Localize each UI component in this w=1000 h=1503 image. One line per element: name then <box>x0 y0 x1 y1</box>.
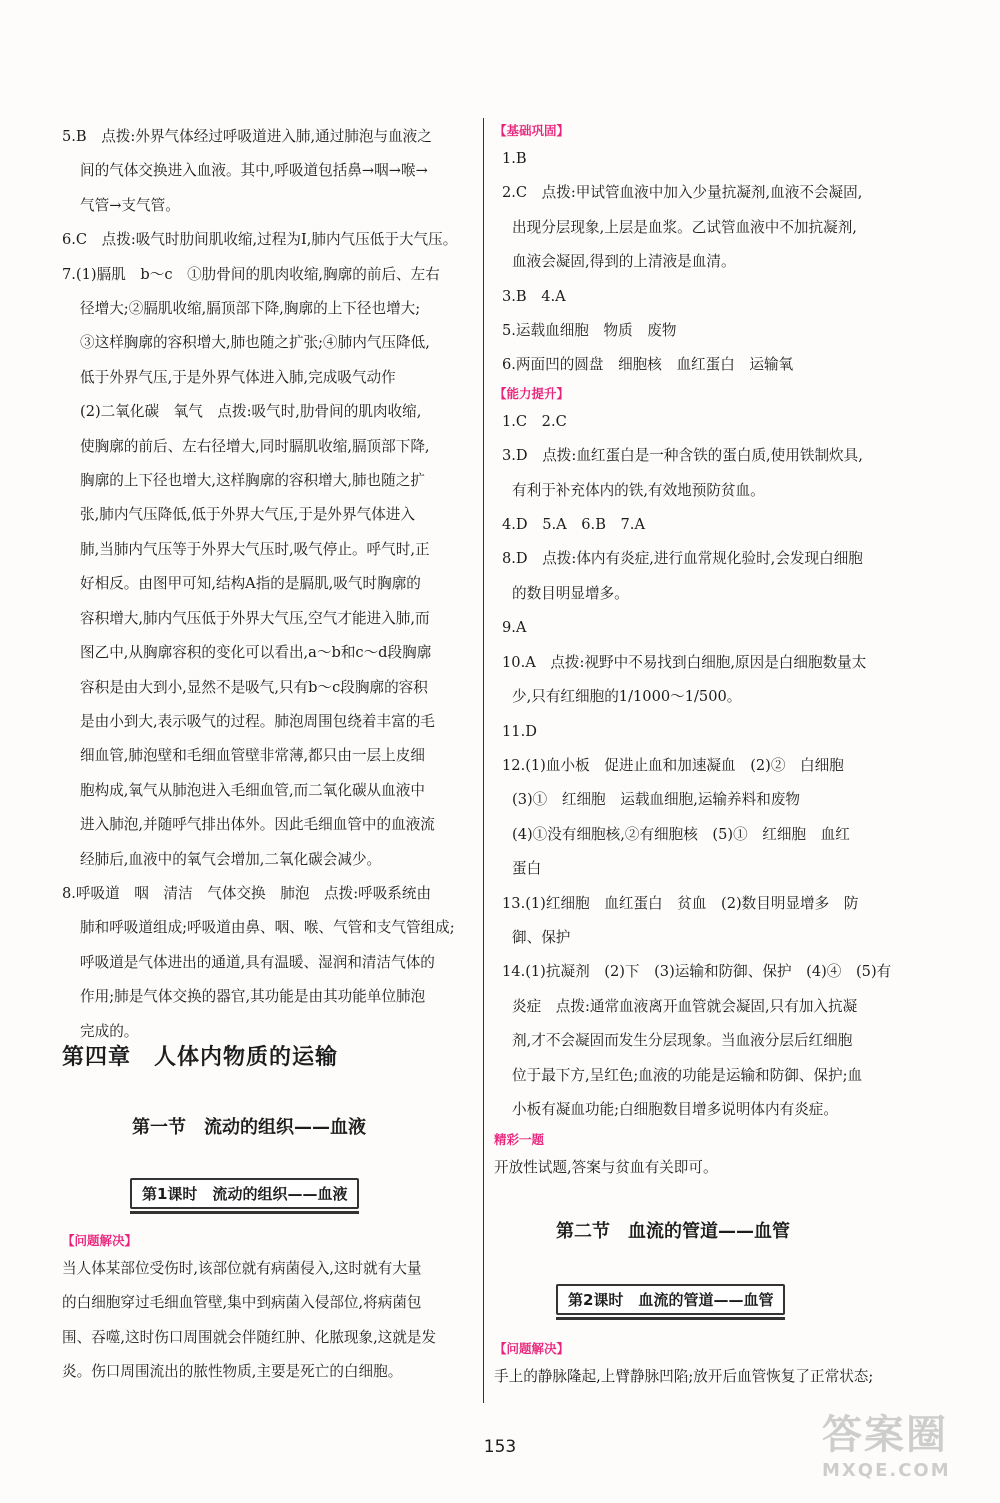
text-line: 开放性试题,答案与贫血有关即可。 <box>494 1159 718 1177</box>
text-line: 12.(1)血小板 促进止血和加速凝血 (2)② 白细胞 <box>502 756 844 774</box>
text-line: 6.C 点拨:吸气时肋间肌收缩,过程为Ⅰ,肺内气压低于大气压。 <box>62 231 458 249</box>
text-line: 13.(1)红细胞 血红蛋白 贫血 (2)数目明显增多 防 <box>502 894 859 912</box>
text-line: 手上的静脉隆起,上臂静脉凹陷;放开后血管恢复了正常状态; <box>494 1368 874 1385</box>
section-title: 第二节 血流的管道——血管 <box>556 1221 790 1242</box>
text-line: 5.B 点拨:外界气体经过呼吸道进入肺,通过肺泡与血液之 <box>62 128 432 145</box>
text-line: 剂,才不会凝固而发生分层现象。当血液分层后红细胞 <box>512 1032 853 1050</box>
problem-tag: 【问题解决】 <box>494 1341 570 1356</box>
page-number: 153 <box>483 1437 517 1457</box>
text-line: 好相反。由图甲可知,结构A指的是膈肌,吸气时胸廓的 <box>80 575 421 593</box>
text-line: 容积是由大到小,显然不是吸气,只有b～c段胸廓的容积 <box>80 678 428 696</box>
text-line: 当人体某部位受伤时,该部位就有病菌侵入,这时就有大量 <box>62 1260 422 1277</box>
text-line: (2)二氧化碳 氧气 点拨:吸气时,肋骨间的肌肉收缩, <box>80 403 422 421</box>
text-line: 是由小到大,表示吸气的过程。肺泡周围包绕着丰富的毛 <box>80 712 435 730</box>
text-line: 5.运载血细胞 物质 废物 <box>502 322 677 340</box>
problem-solving-block <box>494 1338 934 1394</box>
text-line: 的白细胞穿过毛细血管壁,集中到病菌入侵部位,将病菌包 <box>62 1294 422 1312</box>
text-line: 的数目明显增多。 <box>512 584 629 602</box>
text-line: 有利于补充体内的铁,有效地预防贫血。 <box>512 481 765 499</box>
text-line: 胞构成,氧气从肺泡进入毛细血管,而二氧化碳从血液中 <box>80 781 425 799</box>
right-column <box>494 120 928 1186</box>
text-line: 9.A <box>502 619 527 637</box>
text-line: 肺和呼吸道组成;呼吸道由鼻、咽、喉、气管和支气管组成; <box>80 919 455 937</box>
text-line: 1.B <box>502 150 527 167</box>
text-line: 御、保护 <box>512 928 571 946</box>
problem-solving-block <box>62 1230 482 1390</box>
text-line: 经肺后,血液中的氧气会增加,二氧化碳会减少。 <box>80 850 382 868</box>
lesson-title: 第1课时 流动的组织——血液 <box>130 1178 359 1209</box>
text-line: (3)① 红细胞 运载血细胞,运输养料和废物 <box>512 791 801 809</box>
text-line: 14.(1)抗凝剂 (2)下 (3)运输和防御、保护 (4)④ (5)有 <box>502 963 892 981</box>
wonder-tag: 精彩一题 <box>494 1132 545 1148</box>
text-line: 蛋白 <box>512 860 542 878</box>
text-line: 2.C 点拨:甲试管血液中加入少量抗凝剂,血液不会凝固, <box>502 184 863 202</box>
text-line: 小板有凝血功能;白细胞数目增多说明体内有炎症。 <box>512 1100 838 1118</box>
text-line: 10.A 点拨:视野中不易找到白细胞,原因是白细胞数量太 <box>502 653 867 671</box>
text-line: (4)①没有细胞核,②有细胞核 (5)① 红细胞 血红 <box>512 825 850 843</box>
text-line: 作用;肺是气体交换的器官,其功能是由其功能单位肺泡 <box>80 988 426 1006</box>
text-line: 间的气体交换进入血液。其中,呼吸道包括鼻→咽→喉→ <box>80 162 428 180</box>
text-line: 11.D <box>502 722 537 740</box>
text-line: 气管→支气管。 <box>80 196 180 214</box>
text-line: 进入肺泡,并随呼气排出体外。因此毛细血管中的血液流 <box>80 816 435 834</box>
text-line: 少,只有红细胞的1/1000～1/500。 <box>512 688 742 706</box>
text-line: 张,肺内气压降低,低于外界大气压,于是外界气体进入 <box>80 506 415 524</box>
left-column <box>62 120 498 1049</box>
basic-tag: 【基础巩固】 <box>494 123 570 138</box>
text-line: 8.D 点拨:体内有炎症,进行血常规化验时,会发现白细胞 <box>502 550 863 568</box>
section-title: 第一节 流动的组织——血液 <box>132 1117 366 1138</box>
text-line: 炎。伤口周围流出的脓性物质,主要是死亡的白细胞。 <box>62 1363 403 1381</box>
text-line: 容积增大,肺内气压低于外界大气压,空气才能进入肺,而 <box>80 609 430 627</box>
lesson-title: 第2课时 血流的管道——血管 <box>556 1284 785 1315</box>
text-line: 6.两面凹的圆盘 细胞核 血红蛋白 运输氧 <box>502 356 794 374</box>
text-line: 3.D 点拨:血红蛋白是一种含铁的蛋白质,使用铁制炊具, <box>502 447 863 465</box>
chapter-title: 第四章 人体内物质的运输 <box>62 1045 339 1070</box>
text-line: 使胸廓的前后、左右径增大,同时膈肌收缩,膈顶部下降, <box>80 437 430 455</box>
watermark-logo: 答案圈 MXQE.COM <box>822 1412 951 1481</box>
text-line: 肺,当肺内气压等于外界大气压时,吸气停止。呼气时,正 <box>80 540 430 558</box>
text-line: 3.B 4.A <box>502 287 566 305</box>
text-line: 4.D 5.A 6.B 7.A <box>502 516 645 534</box>
text-line: 8.呼吸道 咽 清洁 气体交换 肺泡 点拨:呼吸系统由 <box>62 884 432 902</box>
text-line: ③这样胸廓的容积增大,肺也随之扩张;④肺内气压降低, <box>80 334 430 352</box>
text-line: 出现分层现象,上层是血浆。乙试管血液中不加抗凝剂, <box>512 218 857 236</box>
text-line: 径增大;②膈肌收缩,膈顶部下降,胸廓的上下径也增大; <box>80 300 421 318</box>
text-line: 胸廓的上下径也增大,这样胸廓的容积增大,肺也随之扩 <box>80 472 425 490</box>
text-line: 7.(1)膈肌 b～c ①肋骨间的肌肉收缩,胸廓的前后、左右 <box>62 265 440 283</box>
text-line: 1.C 2.C <box>502 412 567 430</box>
text-line: 炎症 点拨:通常血液离开血管就会凝固,只有加入抗凝 <box>512 997 858 1015</box>
text-line: 位于最下方,呈红色;血液的功能是运输和防御、保护;血 <box>512 1066 863 1084</box>
ability-tag: 【能力提升】 <box>494 385 570 401</box>
text-line: 图乙中,从胸廓容积的变化可以看出,a～b和c～d段胸廓 <box>80 644 432 662</box>
text-line: 完成的。 <box>80 1022 139 1040</box>
text-line: 低于外界气压,于是外界气体进入肺,完成吸气动作 <box>80 368 396 386</box>
text-line: 呼吸道是气体进出的通道,具有温暖、湿润和清洁气体的 <box>80 953 435 971</box>
text-line: 围、吞噬,这时伤口周围就会伴随红肿、化脓现象,这就是发 <box>62 1328 437 1346</box>
text-line: 血液会凝固,得到的上清液是血清。 <box>512 253 736 271</box>
problem-tag: 【问题解决】 <box>62 1233 138 1248</box>
text-line: 细血管,肺泡壁和毛细血管壁非常薄,都只由一层上皮细 <box>80 747 425 765</box>
